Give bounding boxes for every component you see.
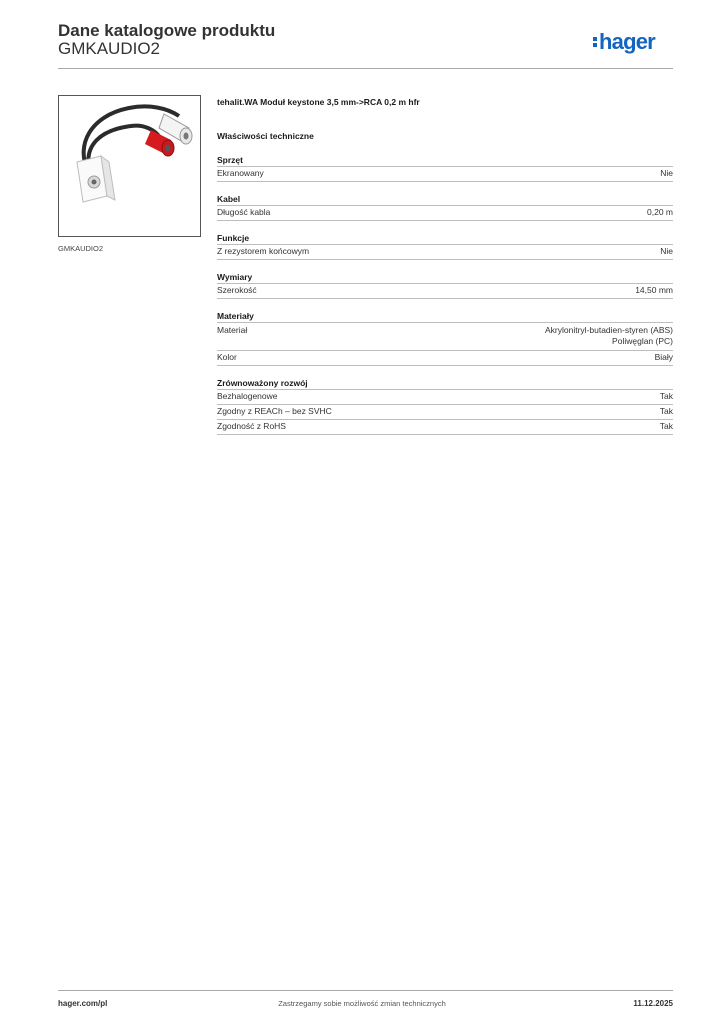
spec-label: Szerokość <box>217 285 257 295</box>
svg-text:hager: hager <box>599 30 655 54</box>
spec-label: Zgodny z REACh – bez SVHC <box>217 406 332 416</box>
spec-block <box>217 96 673 435</box>
product-image <box>58 95 201 237</box>
spec-value: Nie <box>660 168 673 178</box>
footer-date: 11.12.2025 <box>633 999 673 1008</box>
spec-row <box>217 245 673 260</box>
group-title-zrownowazony-rozwoj: Zrównoważony rozwój <box>217 378 673 390</box>
spec-label: Długość kabla <box>217 207 271 217</box>
spec-row <box>217 420 673 435</box>
spec-value <box>545 324 673 347</box>
group-title-wymiary: Wymiary <box>217 272 673 284</box>
spec-value: Tak <box>659 406 673 416</box>
spec-value: Biały <box>654 352 673 362</box>
page-title: Dane katalogowe produktu <box>58 21 276 40</box>
spec-value-line: Akrylonitryl-butadien-styren (ABS) <box>544 325 673 335</box>
footer-disclaimer: Zastrzegamy sobie możliwość zmian technicznych <box>278 999 446 1008</box>
spec-row <box>217 167 673 182</box>
spec-row <box>217 323 673 351</box>
spec-value: 14,50 mm <box>635 285 673 295</box>
group-title-funkcje: Funkcje <box>217 233 673 245</box>
spec-row <box>217 206 673 221</box>
spec-label: Zgodność z RoHS <box>217 421 286 431</box>
product-code: GMKAUDIO2 <box>58 39 161 58</box>
footer-divider <box>58 990 673 991</box>
spec-row <box>217 405 673 420</box>
hager-logo <box>592 30 674 56</box>
spec-row <box>217 351 673 366</box>
image-caption: GMKAUDIO2 <box>58 244 104 253</box>
footer-website-link[interactable]: hager.com/pl <box>58 999 108 1008</box>
spec-row <box>217 390 673 405</box>
spec-label: Kolor <box>217 352 237 362</box>
spec-row <box>217 284 673 299</box>
spec-label: Bezhalogenowe <box>217 391 278 401</box>
product-name: tehalit.WA Moduł keystone 3,5 mm->RCA 0,2 m hfr <box>217 97 420 107</box>
spec-value-line: Poliwęglan (PC) <box>612 336 673 346</box>
group-title-materialy: Materiały <box>217 311 673 323</box>
keystone-audio-adapter-cable-image <box>59 96 200 236</box>
spec-value: Tak <box>659 421 673 431</box>
section-title: Właściwości techniczne <box>217 131 314 141</box>
group-title-sprzet: Sprzęt <box>217 155 673 167</box>
spec-label: Z rezystorem końcowym <box>217 246 310 256</box>
group-title-kabel: Kabel <box>217 194 673 206</box>
spec-label: Ekranowany <box>217 168 264 178</box>
spec-value: Tak <box>659 391 673 401</box>
spec-value: 0,20 m <box>647 207 673 217</box>
spec-label: Materiał <box>217 325 248 335</box>
header-divider <box>58 68 673 69</box>
spec-value: Nie <box>660 246 673 256</box>
